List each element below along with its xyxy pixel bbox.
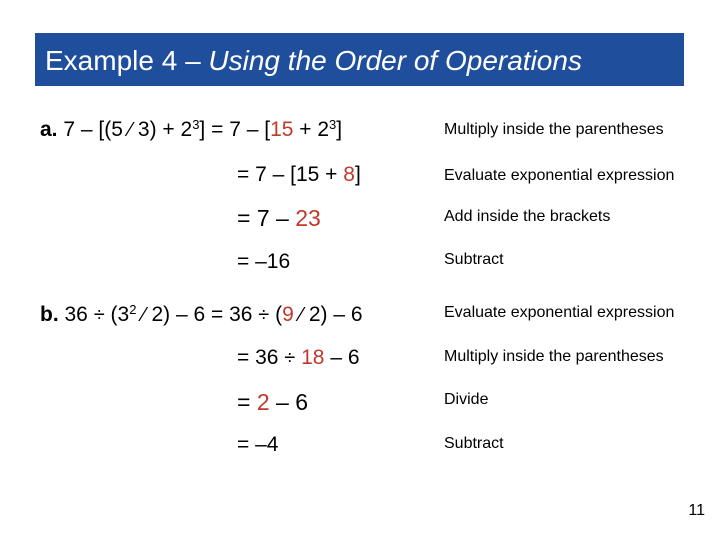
part-a-exponent-2: 3 xyxy=(329,117,337,132)
part-a-expression xyxy=(40,117,342,142)
times-icon: ⁄ xyxy=(299,304,303,326)
times-icon: ⁄ xyxy=(128,119,133,141)
part-a-step3 xyxy=(237,205,321,232)
part-a-step4-note: Subtract xyxy=(444,251,504,268)
part-a-text-2: 3) + 2 xyxy=(132,118,193,141)
part-b-exponent-1: 2 xyxy=(129,302,137,317)
part-b-step3-prefix: = xyxy=(237,389,257,415)
part-b-text-1: 36 xyxy=(58,303,94,326)
part-a-step3-note: Add inside the brackets xyxy=(444,208,611,225)
part-a-step2-prefix: = 7 – [15 + xyxy=(237,163,344,186)
part-b-step3-note: Divide xyxy=(444,391,489,408)
divide-icon: ÷ xyxy=(93,304,105,326)
part-b-text-5: ( xyxy=(269,303,283,326)
part-b-label: b. xyxy=(40,303,59,326)
part-a-step4: = –16 xyxy=(237,250,291,273)
part-a-text-5: ] xyxy=(336,118,343,141)
part-a-step3-highlight: 23 xyxy=(295,205,321,231)
divide-icon: ÷ xyxy=(258,304,270,326)
part-b-step2 xyxy=(237,346,360,370)
divide-icon: ÷ xyxy=(284,347,296,369)
part-b-step2-prefix: = 36 xyxy=(237,346,285,369)
title-prefix: Example 4 – xyxy=(45,45,209,76)
part-b-step4: = –4 xyxy=(237,433,279,456)
part-a-step2 xyxy=(237,163,361,187)
part-a-text-3: ] = 7 – [ xyxy=(199,118,271,141)
part-b-step3-suffix: – 6 xyxy=(269,389,308,415)
part-b-step4-note: Subtract xyxy=(444,435,504,452)
part-a-label: a. xyxy=(40,118,58,141)
part-b-expression xyxy=(40,302,363,327)
title-italic: Using the Order of Operations xyxy=(208,45,582,76)
part-b-highlight-1: 9 xyxy=(282,303,294,326)
part-a-step3-prefix: = 7 – xyxy=(237,205,296,231)
part-b-step3 xyxy=(237,389,308,416)
part-a-step2-highlight: 8 xyxy=(343,163,355,186)
part-b-step2-suffix: – 6 xyxy=(324,346,360,369)
title-bar xyxy=(35,33,684,86)
part-a-step2-suffix: ] xyxy=(354,163,361,186)
part-a-step2-note: Evaluate exponential expression xyxy=(444,167,675,184)
part-a-highlight-1: 15 xyxy=(270,118,294,141)
slide-title xyxy=(45,45,582,77)
part-b-text-7: 2) – 6 xyxy=(302,303,363,326)
part-b-step2-highlight: 18 xyxy=(301,346,325,369)
part-a-exponent-1: 3 xyxy=(192,117,200,132)
part-b-step1-note: Evaluate exponential expression xyxy=(444,304,675,321)
part-b-step3-highlight: 2 xyxy=(256,389,270,415)
part-a-text-4: + 2 xyxy=(293,118,330,141)
part-b-text-4: 2) – 6 = 36 xyxy=(145,303,259,326)
part-a-step1-note: Multiply inside the parentheses xyxy=(444,121,664,138)
part-b-text-2: (3 xyxy=(104,303,130,326)
times-icon: ⁄ xyxy=(142,304,146,326)
page-number: 11 xyxy=(688,502,705,519)
part-b-step2-note: Multiply inside the parentheses xyxy=(444,348,664,365)
part-a-text-1: 7 – [(5 xyxy=(57,118,129,141)
